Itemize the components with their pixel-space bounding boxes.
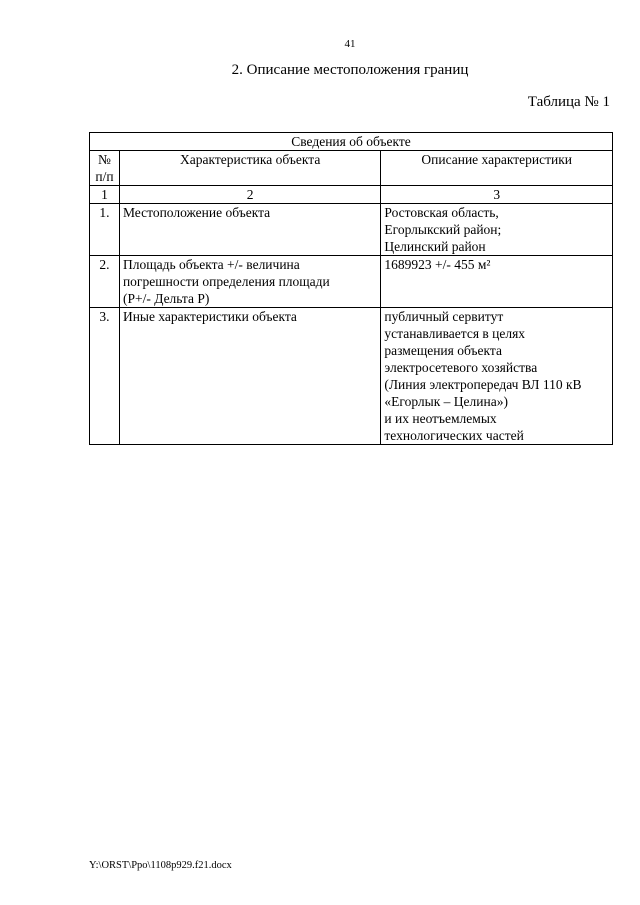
row-number: 2. <box>90 256 120 308</box>
row-number: 1. <box>90 204 120 256</box>
table-main-header-row <box>90 133 613 151</box>
row-characteristic: Иные характеристики объекта <box>119 308 380 445</box>
row-characteristic: Местоположение объекта <box>119 204 380 256</box>
table-row <box>90 256 613 308</box>
table-caption: Таблица № 1 <box>527 94 610 110</box>
col-number-1: 1 <box>90 186 120 204</box>
col-number-2: 2 <box>119 186 380 204</box>
col-header-description: Описание характеристики <box>381 151 613 186</box>
footer-file-path: Y:\ORST\Ppo\1108p929.f21.docx <box>89 860 232 871</box>
page-number: 41 <box>344 38 356 50</box>
object-info-table <box>89 132 613 445</box>
section-title: 2. Описание местоположения границ <box>231 62 469 78</box>
table-row <box>90 308 613 445</box>
col-header-characteristic: Характеристика объекта <box>119 151 380 186</box>
table-row <box>90 204 613 256</box>
col-number-3: 3 <box>381 186 613 204</box>
row-number: 3. <box>90 308 120 445</box>
row-description: публичный сервитут устанавливается в целях размещения объекта электросетевого хозяйства (Линия электропередач ВЛ 110 кВ «Егорлык – Целина») и их неотъемлемых технологических частей <box>381 308 613 445</box>
row-description: 1689923 +/- 455 м² <box>381 256 613 308</box>
table-column-number-row <box>90 186 613 204</box>
row-characteristic: Площадь объекта +/- величина погрешности определения площади (Р+/- Дельта Р) <box>119 256 380 308</box>
table-main-header: Сведения об объекте <box>90 133 613 151</box>
col-header-number: № п/п <box>90 151 120 186</box>
table-column-header-row <box>90 151 613 186</box>
row-description: Ростовская область, Егорлыкский район; Целинский район <box>381 204 613 256</box>
